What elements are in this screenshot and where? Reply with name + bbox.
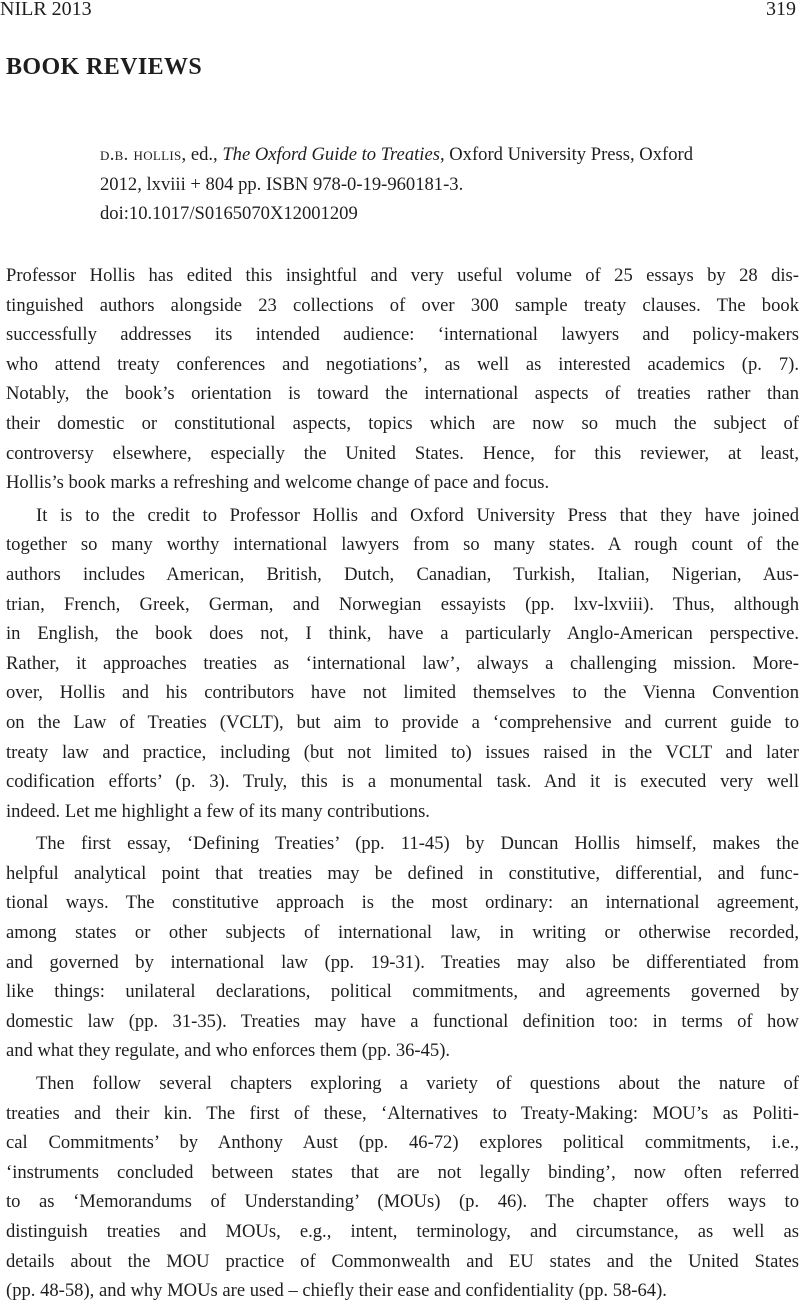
paragraph-line: treaties and their kin. The first of these, ‘Alternatives to Treaty-Making: MOU’s as Politi- <box>6 1102 799 1124</box>
paragraph-line: on the Law of Treaties (VCLT), but aim to provide a ‘comprehensive and current guide to <box>6 711 799 733</box>
paragraph-line: Notably, the book’s orientation is toward the international aspects of treaties rather than <box>6 383 799 405</box>
review-body <box>6 261 799 1306</box>
paragraph-line: trian, French, Greek, German, and Norwegian essayists (pp. lxv-lxviii). Thus, although <box>6 593 799 615</box>
paragraph-line: who attend treaty conferences and negotiations’, as well as interested academics (p. 7). <box>6 353 799 375</box>
citation-line-1 <box>100 140 800 170</box>
paragraph-line: in English, the book does not, I think, have a particularly Anglo-American perspective. <box>6 623 799 645</box>
paragraph-line: cal Commitments’ by Anthony Aust (pp. 46-72) explores political commitments, i.e., <box>6 1132 799 1154</box>
book-citation <box>100 140 800 229</box>
paragraph-line: It is to the credit to Professor Hollis and Oxford University Press that they have joined <box>36 504 799 526</box>
page-number: 319 <box>766 0 796 20</box>
paragraph-line: like things: unilateral declarations, political commitments, and agreements governed by <box>6 981 799 1003</box>
review-paragraph <box>6 501 799 827</box>
paragraph-line: Professor Hollis has edited this insightful and very useful volume of 25 essays by 28 dis- <box>6 265 799 286</box>
paragraph-line: (pp. 48-58), and why MOUs are used – chiefly their ease and confidentiality (pp. 58-64). <box>6 1280 667 1302</box>
citation-editor-suffix: , ed., <box>181 144 223 165</box>
citation-line-2: 2012, lxviii + 804 pp. ISBN 978-0-19-960181-3. <box>100 173 464 195</box>
paragraph-line: codification efforts’ (p. 3). Truly, this is a monumental task. And it is executed very well <box>6 771 799 793</box>
review-paragraph <box>6 829 799 1066</box>
paragraph-line: Then follow several chapters exploring a variety of questions about the nature of <box>36 1073 799 1095</box>
paragraph-line: The first essay, ‘Defining Treaties’ (pp. 11-45) by Duncan Hollis himself, makes the <box>36 833 799 855</box>
review-paragraph <box>6 261 799 498</box>
journal-name: NILR 2013 <box>0 0 92 20</box>
paragraph-line: Hollis’s book marks a refreshing and welcome change of pace and focus. <box>6 472 550 494</box>
citation-doi: doi:10.1017/S0165070X12001209 <box>100 203 358 224</box>
paragraph-line: authors includes American, British, Dutch, Canadian, Turkish, Italian, Nigerian, Aus- <box>6 563 799 585</box>
section-title: BOOK REVIEWS <box>6 54 203 80</box>
citation-author: d.b. hollis <box>100 144 182 165</box>
paragraph-line: tional ways. The constitutive approach is the most ordinary: an international agreement, <box>6 892 799 914</box>
paragraph-line: distinguish treaties and MOUs, e.g., intent, terminology, and circumstance, as well as <box>6 1221 799 1242</box>
review-paragraph <box>6 1069 799 1306</box>
paragraph-line: helpful analytical point that treaties may be defined in constitutive, differential, and func- <box>6 862 799 884</box>
paragraph-line: Rather, it approaches treaties as ‘international law’, always a challenging mission. More- <box>6 652 799 674</box>
paragraph-line: among states or other subjects of international law, in writing or otherwise recorded, <box>6 922 799 944</box>
paragraph-line: their domestic or constitutional aspects, topics which are now so much the subject of <box>6 412 799 434</box>
paragraph-line: and governed by international law (pp. 19-31). Treaties may also be differentiated from <box>6 951 799 973</box>
paragraph-line: indeed. Let me highlight a few of its many contributions. <box>6 800 430 822</box>
paragraph-line: tinguished authors alongside 23 collections of over 300 sample treaty clauses. The book <box>6 294 799 316</box>
paragraph-line: controversy elsewhere, especially the United States. Hence, for this reviewer, at least, <box>6 442 799 464</box>
paragraph-line: to as ‘Memorandums of Understanding’ (MOUs) (p. 46). The chapter offers ways to <box>6 1191 799 1213</box>
paragraph-line: successfully addresses its intended audience: ‘international lawyers and policy-makers <box>6 324 799 346</box>
paragraph-line: details about the MOU practice of Commonwealth and EU states and the United States <box>6 1250 799 1272</box>
citation-book-title: The Oxford Guide to Treaties <box>222 144 440 165</box>
paragraph-line: ‘instruments concluded between states that are not legally binding’, now often referred <box>6 1161 799 1183</box>
paragraph-line: over, Hollis and his contributors have not limited themselves to the Vienna Convention <box>6 682 799 704</box>
citation-publisher: , Oxford University Press, Oxford <box>439 144 693 165</box>
paragraph-line: treaty law and practice, including (but not limited to) issues raised in the VCLT and later <box>6 741 799 763</box>
paragraph-line: together so many worthy international lawyers from so many states. A rough count of the <box>6 534 799 556</box>
running-head <box>0 0 800 21</box>
paragraph-line: and what they regulate, and who enforces them (pp. 36-45). <box>6 1040 451 1062</box>
paragraph-line: domestic law (pp. 31-35). Treaties may have a functional definition too: in terms of how <box>6 1010 799 1032</box>
